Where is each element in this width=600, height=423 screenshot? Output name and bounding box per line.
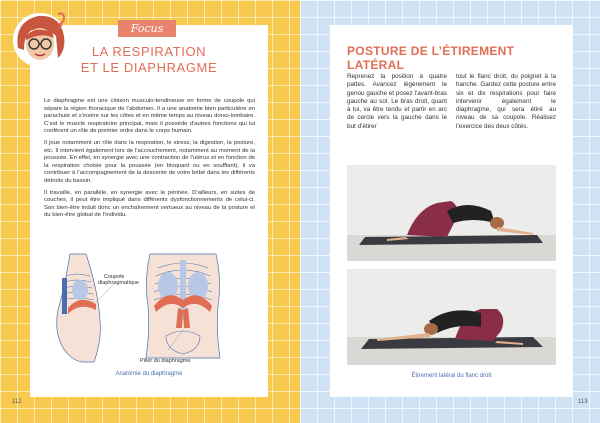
body-column-2: tout le flanc droit, du poignet à la hanche. Gardez cette posture entre six et dix respirations pour faire intervenir également le diaphragme, qui sera étiré au niveau de sa coupole. Réalisez l’exercice des deux côtés.: [456, 73, 556, 130]
front-view-torso: [146, 254, 220, 358]
label-coupole-2: diaphragmatique: [98, 280, 139, 286]
paragraph: Il travaille, en parallèle, en synergie avec le périnée. D’ailleurs, en suites de couches, il peut être impliqué dans différents dysfonctionnements de celui-ci. Son bien-être induit donc un enchaînement vertueux au niveau de la posture et du bien-être global de l’individu.: [44, 189, 255, 219]
title-line-2: ET LE DIAPHRAGME: [80, 60, 218, 75]
body-column-1: Reprenez la position à quatre pattes. Avancez légèrement le genou gauche et posez l’avant-bras gauche au sol. Le bras droit, quant à lui, va être tendu et partir en arc de cercle vers la gauche dans le but d’étirer: [347, 73, 447, 130]
paragraph: Le diaphragme est une cloison musculo-tendineuse en forme de coupole qui sépare la région thoracique de l’abdomen. Il a une anatomie bien particulière en parachute et s’insère sur les côtes et en même temps au niveau dorso-lombaire. C’est le muscle respiratoire principal, mais il possède d’autres fonctions qui lui confèrent un rôle de premier ordre dans le corps humain.: [44, 98, 255, 135]
side-view-torso: [57, 254, 101, 362]
label-pilier: Pilier du diaphragme: [140, 358, 191, 364]
label-coupole-1: Coupole: [104, 274, 125, 280]
title-line-1: LA RESPIRATION: [91, 44, 207, 59]
focus-tag: Focus: [118, 20, 176, 37]
page-number-right: 113: [578, 399, 588, 405]
diaphragm-anatomy-illustration: [40, 250, 258, 368]
stretch-photo-bottom: [347, 269, 556, 365]
paragraph: Il joue notamment un rôle dans la respiration, le stress, la digestion, la posture, etc. Il intervient également lors de l’accouchement, notamment au moment de la poussée. En effet, en synergie avec une contraction de l’utérus et en fonction de la respiration choisie pour la poussée (en bloquant ou en soufflant), il va contribuer à l’accompagnement de la descente de votre bébé dans les différents détroits du bassin.: [44, 139, 255, 184]
page-title-left: [40, 44, 258, 76]
figure-caption-left: Anatomie du diaphragme: [115, 371, 183, 377]
body-text-left: [44, 98, 255, 224]
figure-caption-right: Étirement latéral du flanc droit: [411, 373, 492, 379]
page-number-left: 112: [12, 399, 22, 405]
page-title-right: POSTURE DE L’ÉTIREMENT LATÉRAL: [347, 44, 515, 72]
stretch-photo-top: [347, 165, 556, 261]
